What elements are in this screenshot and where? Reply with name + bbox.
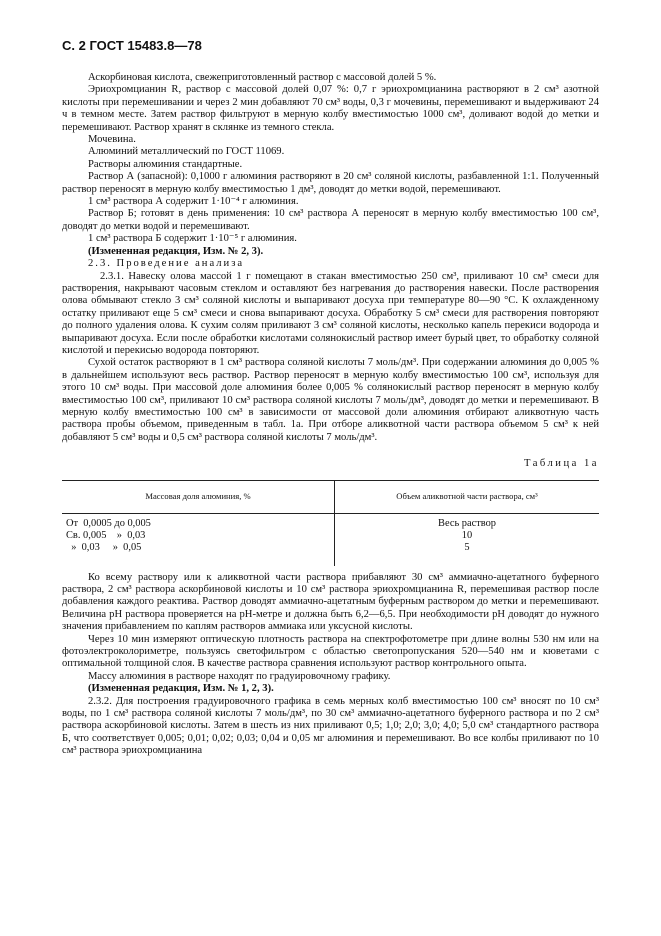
table-1a (62, 480, 599, 566)
paragraph: Растворы алюминия стандартные. (88, 158, 243, 170)
paragraph: Аскорбиновая кислота, свежеприготовленный раствор с массовой долей 5 %. (88, 72, 437, 83)
paragraph: Раствор А (запасной): 0,1000 г алюминия растворяют в 20 см³ соляной кислоты, разбавленной 1:1. Полученный раствор переносят в мерную колбу вместимостью 1 дм³, доводят до метки водой, перемешивают. (62, 171, 599, 195)
paragraph: Раствор Б; готовят в день применения: 10 см³ раствора А переносят в мерную колбу вместимостью 100 см³, доводят до метки водой и перемешивают. (62, 208, 599, 232)
table-cell: » 0,03 » 0,05 (62, 542, 335, 566)
paragraph: Сухой остаток растворяют в 1 см³ раствора соляной кислоты 7 моль/дм³. При содержании алюминия до 0,005 % в дальнейшем используют весь раствор. Раствор переносят в мерную колбу вместимостью 100 см³, используя для этого 10 см³ воды. При массовой доле алюминия более 0,005 % солянокислый раствор переносят в мерную колбу вместимостью 100 см³, приливают 10 см³ раствора соляной кислоты 7 моль/дм³, доводят до метки и перемешивают. В мерную колбу вместимостью 100 см³ в зависимости от массовой доли алюминия отбирают аликвотную часть раствора пробы объемом, приведенным в табл. 1а. При отборе аликвотной части раствора объемом 5 см³ к ней добавляют 5 см³ воды и 0,5 см³ раствора соляной кислоты 7 моль/дм³. (62, 357, 599, 443)
paragraph: Алюминий металлический по ГОСТ 11069. (88, 146, 285, 158)
paragraph: 2.3.1. Навеску олова массой 1 г помещают в стакан вместимостью 250 см³, приливают 10 см³ смеси для растворения, накрывают часовым стеклом и оставляют без нагревания до растворения навески. После растворения олова обмывают стекло 3 см³ соляной кислоты и выпаривают досуха при температуре 80—90 °С. К охлажденному остатку приливают еще 5 см³ смеси и снова выпаривают досуха. Обработку 5 см³ смеси для растворения повторяют до полного удаления олова. К сухим солям приливают 3 см³ соляной кислоты, несколько капель перекиси водорода и выпаривают досуха. Если после обработки кислотами солянокислый раствор имеет бурый цвет, то обработку соляной кислотой и перекисью водорода повторяют. (62, 270, 599, 356)
table-cell: Св. 0,005 » 0,03 (62, 530, 335, 542)
table-header-row (62, 480, 599, 513)
table-cell: От 0,0005 до 0,005 (62, 513, 335, 530)
paragraph: Эриохромцианин R, раствор с массовой долей 0,07 %: 0,7 г эриохромцианина растворяют в 2 см³ азотной кислоты при перемешивании и через 2 мин добавляют 70 см³ воды, 0,3 г мочевины, перемешивают и выдерживают 24 ч в темном месте. Затем раствор фильтруют в мерную колбу вместимостью 1000 см³, доливают водой до метки и перемешивают. Раствор хранят в склянке из темного стекла. (62, 84, 599, 133)
document-body (62, 72, 599, 758)
table-row (62, 542, 599, 566)
table-cell: Весь раствор (438, 517, 496, 529)
paragraph: Мочевина. (88, 134, 136, 146)
table-row (62, 513, 599, 530)
paragraph: 1 см³ раствора А содержит 1·10⁻⁴ г алюминия. (88, 196, 299, 208)
table-header-cell: Объем аликвотной части раствора, см³ (335, 480, 600, 513)
table-cell: 5 (464, 541, 470, 553)
paragraph: 1 см³ раствора Б содержит 1·10⁻⁵ г алюминия. (88, 233, 297, 245)
table-row (62, 530, 599, 542)
edit-note: (Измененная редакция, Изм. № 2, 3). (88, 245, 264, 257)
paragraph: Через 10 мин измеряют оптическую плотность раствора на спектрофотометре при длине волны 530 нм или на фотоэлектроколориметре, пользуясь светофильтром с областью светопропускания 520—540 нм и кюветами с оптимальной толщиной слоя. В качестве раствора сравнения используют раствор контрольного опыта. (62, 633, 599, 670)
paragraph: 2.3.2. Для построения градуировочного графика в семь мерных колб вместимостью 100 см³ вносят по 10 см³ воды, по 1 см³ раствора соляной кислоты 7 моль/дм³, по 30 см³ аммиачно-ацетатного буферного раствора и по 2 см³ раствора аскорбиновой кислоты. Затем в шесть из них приливают 0,5; 1,0; 2,0; 3,0; 4,0; 5,0 см³ стандартного раствора Б, что соответствует 0,005; 0,01; 0,02; 0,03; 0,04 и 0,05 мг алюминия и перемешивают. Во все колбы приливают по 10 см³ раствора эриохромцианина (62, 695, 599, 757)
table-header-cell: Массовая доля алюминия, % (62, 480, 335, 513)
section-heading: 2.3. Проведение анализа (88, 258, 245, 270)
edit-note: (Измененная редакция, Изм. № 1, 2, 3). (88, 683, 274, 695)
paragraph: Ко всему раствору или к аликвотной части раствора прибавляют 30 см³ аммиачно-ацетатного буферного раствора, 2 см³ раствора аскорбиновой кислоты и 10 см³ раствора эриохромцианина R, перемешивая раствор после добавления каждого реактива. Раствор доводят аммиачно-ацетатным буферным раствором до метки и перемешивают. Величина pH раствора проверяется на pH-метре и должна быть 6,2—6,5. При необходимости pH доводят до нужного значения прибавлением по каплям растворов аммиака или уксусной кислоты. (62, 571, 599, 633)
page-header: С. 2 ГОСТ 15483.8—78 (62, 38, 202, 53)
table-caption: Таблица 1а (523, 458, 599, 470)
paragraph: Массу алюминия в растворе находят по градуировочному графику. (88, 670, 391, 682)
table-cell: 10 (461, 529, 473, 541)
